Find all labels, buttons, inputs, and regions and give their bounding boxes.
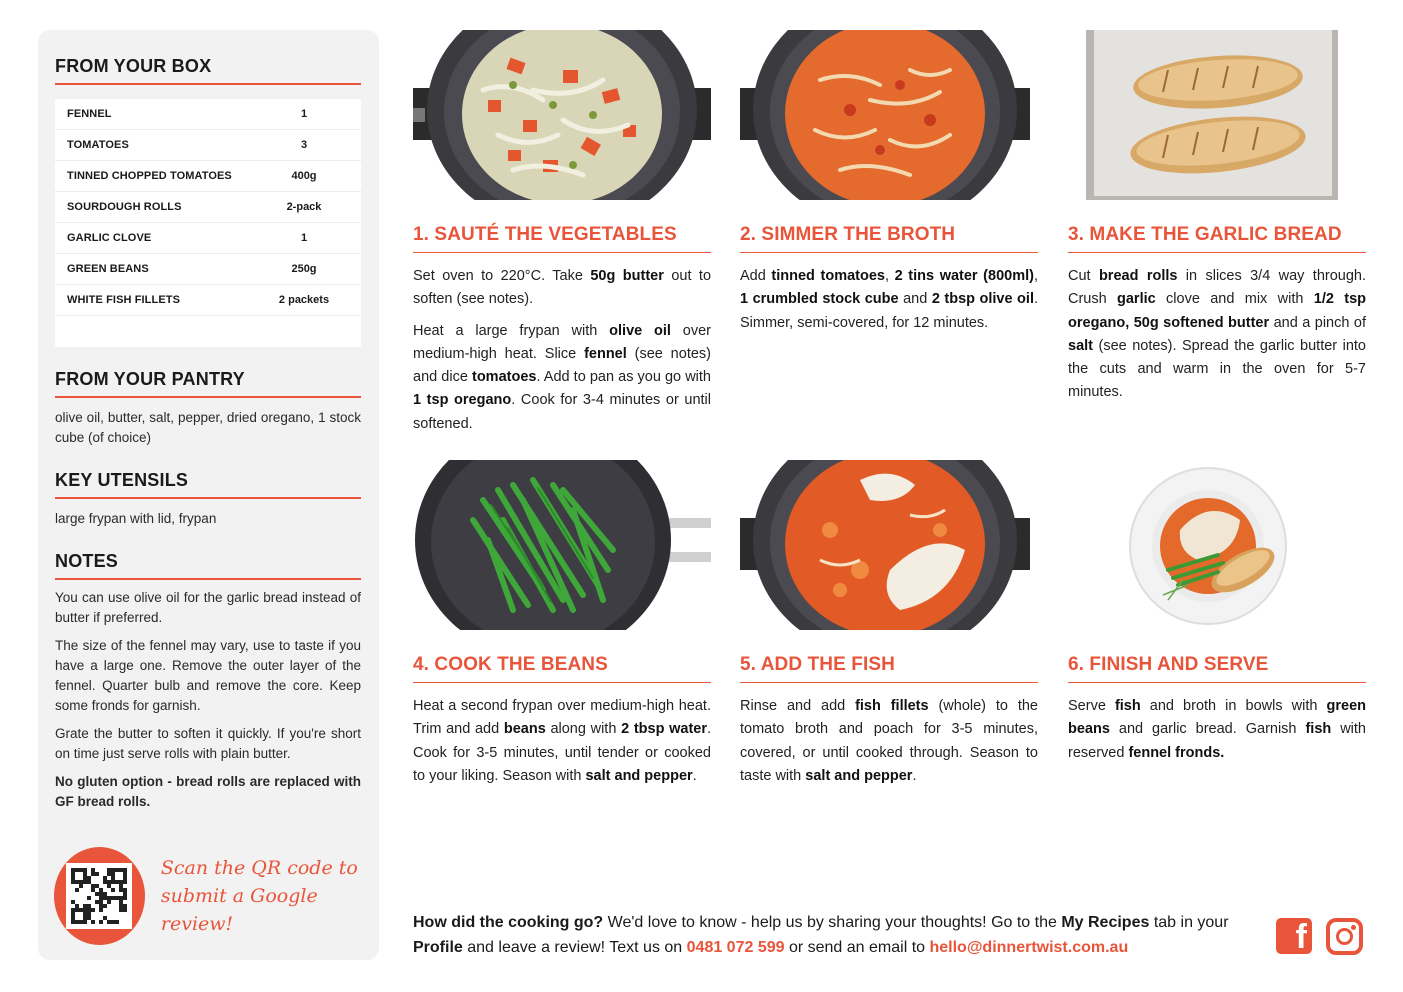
- qr-badge: [54, 847, 145, 945]
- ingredient-name: GREEN BEANS: [67, 263, 149, 275]
- step-3-para-1: Cut bread rolls in slices 3/4 way through. Crush garlic clove and mix with 1/2 tsp oregano, 50g softened butter and a pinch of salt (see notes). Spread the garlic butter into the cuts and warm in the oven for 5-7 minutes.: [1068, 268, 1367, 401]
- notes-title: NOTES: [55, 551, 361, 580]
- step-3-body: [1068, 265, 1366, 405]
- ingredient-name: TOMATOES: [67, 139, 129, 151]
- ingredient-name: SOURDOUGH ROLLS: [67, 201, 182, 213]
- step-5-para-1: Rinse and add fish fillets (whole) to the tomato broth and poach for 3-5 minutes, covered, or until cooked through. Season to taste with salt and pepper.: [740, 698, 1038, 784]
- garlic-bread-image: [1068, 30, 1366, 200]
- step-1: [413, 30, 711, 444]
- ingredient-name: WHITE FISH FILLETS: [67, 294, 181, 306]
- step-4-body: [413, 695, 711, 788]
- my-recipes-link[interactable]: My Recipes: [1061, 914, 1150, 931]
- box-ingredients-table: [55, 99, 361, 347]
- step-2: [740, 30, 1038, 343]
- from-your-pantry-title: FROM YOUR PANTRY: [55, 369, 361, 398]
- step-5: [740, 460, 1038, 796]
- step-3-photo: [1068, 30, 1366, 200]
- instagram-icon[interactable]: [1326, 918, 1363, 955]
- step-3-title: 3. MAKE THE GARLIC BREAD: [1068, 224, 1366, 253]
- from-your-box-title: FROM YOUR BOX: [55, 56, 361, 85]
- ingredient-name: GARLIC CLOVE: [67, 232, 152, 244]
- key-utensils-title: KEY UTENSILS: [55, 470, 361, 499]
- note-item-gluten: No gluten option - bread rolls are replaced with GF bread rolls.: [55, 774, 361, 809]
- ingredient-qty: 2 packets: [278, 294, 330, 306]
- profile-link[interactable]: Profile: [413, 939, 463, 956]
- table-row: [55, 130, 361, 161]
- note-item: You can use olive oil for the garlic bread instead of butter if preferred.: [55, 590, 361, 625]
- ingredient-qty: 250g: [291, 263, 317, 275]
- step-2-photo: [740, 30, 1038, 200]
- table-row: [55, 192, 361, 223]
- table-row: [55, 285, 361, 316]
- step-5-body: [740, 695, 1038, 788]
- step-6-photo: [1068, 460, 1366, 630]
- qr-caption-line2: submit a Google review!: [160, 885, 318, 935]
- step-1-title: 1. SAUTÉ THE VEGETABLES: [413, 224, 711, 253]
- facebook-icon[interactable]: f: [1276, 918, 1312, 954]
- ingredient-name: TINNED CHOPPED TOMATOES: [67, 170, 232, 182]
- ingredient-qty: 400g: [291, 170, 317, 182]
- ingredient-qty: 1: [300, 108, 308, 120]
- ingredient-qty: 3: [300, 139, 308, 151]
- review-question: How did the cooking go?: [413, 914, 604, 931]
- table-row: [55, 99, 361, 130]
- ingredient-name: FENNEL: [67, 108, 112, 120]
- pan-broth-image: [740, 30, 1038, 200]
- pan-vegetables-image: [413, 30, 711, 200]
- step-4-para-1: Heat a second frypan over medium-high heat. Trim and add beans along with 2 tbsp water. Cook for 3-5 minutes, until tender or cooked to your liking. Season with salt and pepper.: [413, 698, 712, 784]
- step-1-body: [413, 265, 711, 436]
- step-5-photo: [740, 460, 1038, 630]
- qr-review-block: [54, 847, 379, 945]
- email-link[interactable]: hello@dinnertwist.com.au: [929, 939, 1129, 956]
- step-4-photo: [413, 460, 711, 630]
- table-row-empty: [55, 316, 361, 347]
- note-item: Grate the butter to soften it quickly. If you're short on time just serve rolls with plain butter.: [55, 726, 361, 761]
- step-1-para-2: Heat a large frypan with olive oil over medium-high heat. Slice fennel (see notes) and dice tomatoes. Add to pan as you go with 1 tsp oregano. Cook for 3-4 minutes or until softened.: [413, 322, 711, 432]
- note-item: The size of the fennel may vary, use to taste if you have a large one. Remove the outer layer of the fennel. Quarter bulb and remove the core. Keep some fronds for garnish.: [55, 638, 361, 713]
- table-row: [55, 223, 361, 254]
- served-bowl-image: [1068, 460, 1366, 630]
- step-6-body: [1068, 695, 1366, 765]
- step-6-para-1: Serve fish and broth in bowls with green beans and garlic bread. Garnish fish with reserved fennel fronds.: [1068, 698, 1366, 761]
- step-2-para-1: Add tinned tomatoes, 2 tins water (800ml), 1 crumbled stock cube and 2 tbsp olive oil. Simmer, semi-covered, for 12 minutes.: [740, 268, 1039, 331]
- qr-code-pattern: [71, 868, 127, 924]
- pan-beans-image: [413, 460, 711, 630]
- step-6: [1068, 460, 1366, 773]
- ingredients-sidebar: [38, 30, 379, 960]
- qr-caption-line1: Scan the QR code to: [160, 857, 358, 879]
- step-2-body: [740, 265, 1038, 335]
- ingredient-qty: 1: [300, 232, 308, 244]
- review-prompt: How did the cooking go? We'd love to know - help us by sharing your thoughts! Go to the My Recipes tab in your Profile and leave a review! Text us on 0481 072 599 or send an email to hello@dinnertwist.com.au: [413, 914, 1229, 956]
- ingredient-qty: 2-pack: [286, 201, 322, 213]
- table-row: [55, 254, 361, 285]
- table-row: [55, 161, 361, 192]
- step-1-photo: [413, 30, 711, 200]
- step-5-title: 5. ADD THE FISH: [740, 654, 1038, 683]
- qr-caption: [161, 854, 379, 938]
- step-2-title: 2. SIMMER THE BROTH: [740, 224, 1038, 253]
- pantry-text: olive oil, butter, salt, pepper, dried oregano, 1 stock cube (of choice): [55, 410, 361, 445]
- step-4: [413, 460, 711, 796]
- qr-code[interactable]: [66, 863, 132, 929]
- step-1-para-1: Set oven to 220°C. Take 50g butter out to soften (see notes).: [413, 268, 712, 308]
- step-3: [1068, 30, 1366, 413]
- step-6-title: 6. FINISH AND SERVE: [1068, 654, 1366, 683]
- phone-link[interactable]: 0481 072 599: [686, 939, 785, 956]
- step-4-title: 4. COOK THE BEANS: [413, 654, 711, 683]
- pan-fish-image: [740, 460, 1038, 630]
- utensils-text: large frypan with lid, frypan: [55, 511, 217, 526]
